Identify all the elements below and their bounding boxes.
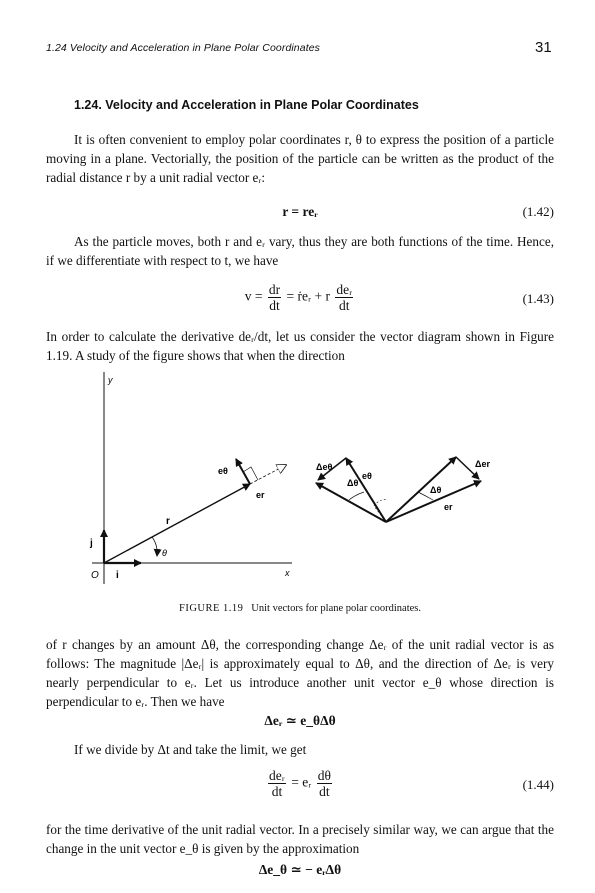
delta-theta-label-1: Δθ [347, 478, 359, 488]
eq144-f2-num: dθ [317, 768, 331, 783]
e-r-initial [386, 457, 456, 522]
equation-1-44 [46, 768, 554, 804]
equation-1-42-body: r = reᵣ [282, 204, 318, 219]
paragraph-2: As the particle moves, both r and eᵣ vary, thus they are both functions of the time. Hence, if we differentiate with respect to t, we have [46, 234, 554, 268]
position-vector-r [104, 484, 250, 563]
theta-label: θ [162, 548, 167, 558]
delta-e-r-label: Δer [475, 459, 490, 469]
e-theta-initial [346, 458, 386, 522]
delta-theta-label-2: Δθ [430, 485, 442, 495]
eq144-f2-den: dt [319, 784, 330, 799]
paragraph-4: of r changes by an amount Δθ, the corresponding change Δeᵣ of the unit radial vector is as follows: The magnitude |Δeᵣ| is approximately equal to Δθ, and the direction of Δeᵣ is very nearly perpendicular to eᵣ. Let us introduce another unit vector e_θ whose direction is perpendicular to eᵣ. Then we have [46, 637, 554, 709]
figure-caption-label: FIGURE 1.19 [179, 603, 244, 614]
eq143-f1-num: dr [268, 282, 281, 297]
e-theta-right-label: eθ [362, 471, 372, 481]
running-head: 1.24 Velocity and Acceleration in Plane Polar Coordinates [46, 42, 320, 54]
eq144-f1-num: deᵣ [269, 768, 285, 783]
position-vector-r-label: r [166, 516, 170, 527]
unit-vector-j-label: j [90, 538, 93, 549]
figure-caption [46, 603, 554, 614]
delta-theta-arc-1 [349, 492, 364, 500]
paragraph-5: If we divide by Δt and take the limit, we get [74, 742, 307, 757]
unit-vector-i-label: i [116, 570, 119, 581]
e-r-right-label: er [444, 502, 453, 512]
paragraph-1: It is often convenient to employ polar coordinates r, θ to express the position of a particle moving in a plane. Vectorially, the position of the particle can be written as the product of the radial distance r by a unit radial vector eᵣ: [46, 132, 554, 185]
paragraph-6: for the time derivative of the unit radial vector. In a precisely similar way, we can argue that the change in the unit vector e_θ is given by the approximation [46, 822, 554, 856]
e-theta-vector [236, 459, 250, 484]
x-axis-label: x [285, 568, 290, 578]
eq143-mid: = ṙeᵣ + r [286, 288, 330, 304]
e-theta-final [316, 483, 386, 522]
equation-1-42-number: (1.42) [522, 204, 554, 219]
page-number: 31 [535, 39, 552, 56]
eq143-lhs: v = [244, 288, 263, 304]
eq144-f1-den: dt [271, 784, 283, 799]
section-title: 1.24. Velocity and Acceleration in Plane Polar Coordinates [74, 98, 419, 112]
equation-1-44-body [46, 768, 554, 799]
eq144-mid: = eᵣ [291, 774, 312, 790]
e-r-label: er [256, 490, 265, 500]
equation-1-44-number: (1.44) [522, 777, 554, 792]
eq144-fraction-2 [317, 768, 332, 799]
eq143-f1-den: dt [269, 298, 280, 313]
origin-label: O [91, 570, 99, 581]
equation-approx-2 [46, 862, 554, 884]
equation-approx-1-body: Δeᵣ ≃ e_θΔθ [264, 713, 336, 728]
paragraph-3: In order to calculate the derivative deᵣ/dt, let us consider the vector diagram shown in Figure 1.19. A study of the figure shows that when the direction [46, 329, 554, 363]
equation-approx-2-body: Δe_θ ≃ − eᵣΔθ [258, 862, 342, 877]
y-axis-label: y [108, 375, 113, 385]
eq143-f2-num: deᵣ [336, 282, 353, 297]
equation-1-43-number: (1.43) [522, 291, 554, 306]
eq144-fraction-1 [268, 768, 286, 799]
eq143-f2-den: dt [339, 298, 350, 313]
delta-e-theta-label: Δeθ [316, 462, 333, 472]
figure-caption-text: Unit vectors for plane polar coordinates. [251, 603, 421, 614]
equation-approx-1 [46, 713, 554, 735]
theta-arc [152, 537, 157, 556]
e-theta-label: eθ [218, 466, 228, 476]
